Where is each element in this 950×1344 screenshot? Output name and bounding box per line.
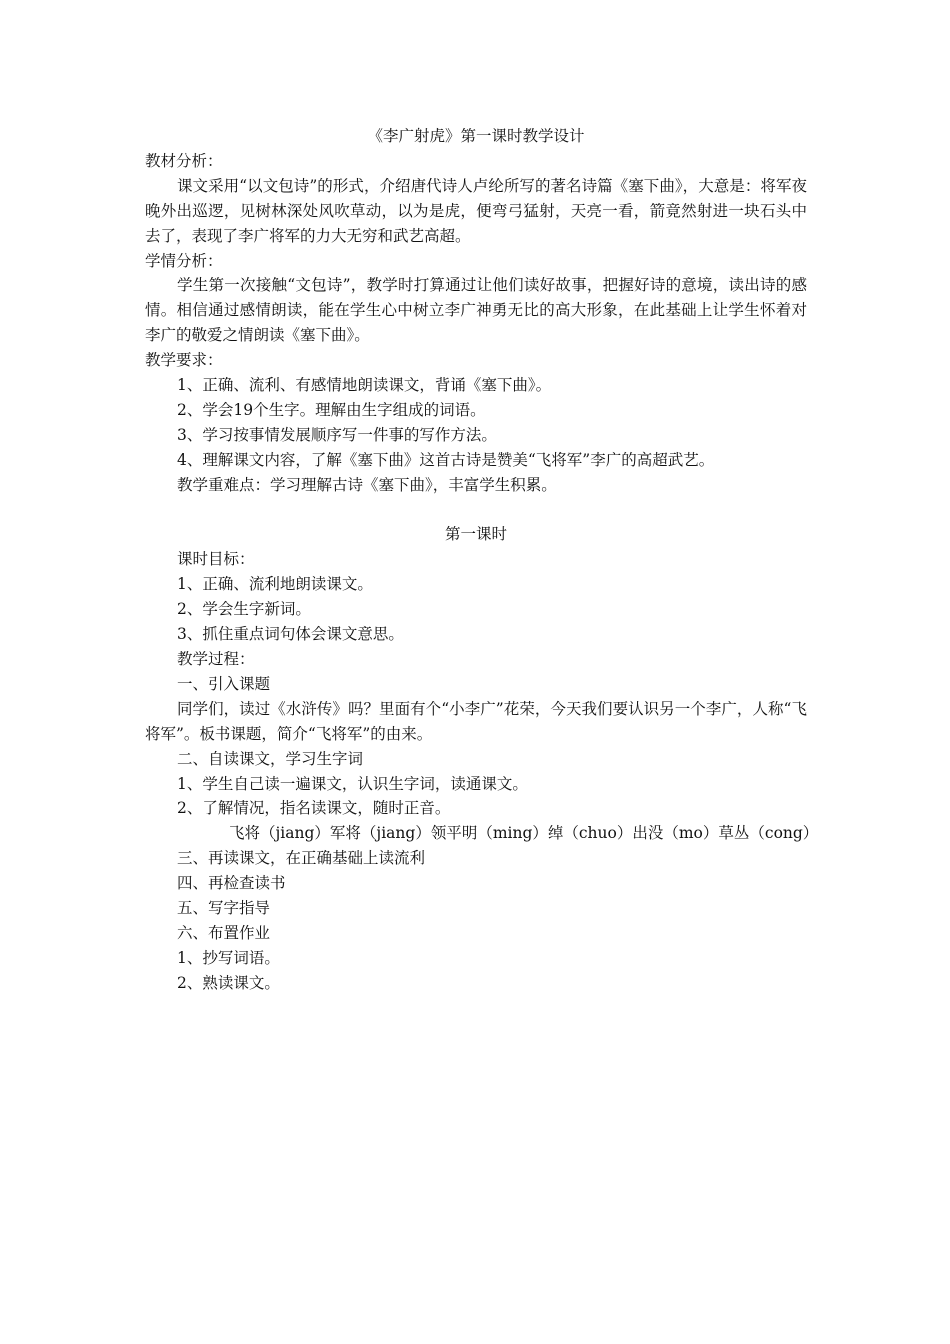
- step-title: 二、自读课文，学习生字词: [177, 749, 364, 768]
- homework-item: 2、熟读课文。: [177, 973, 280, 992]
- objective-item: 1、正确、流利地朗读课文。: [177, 575, 373, 594]
- document-title: 《李广射虎》第一课时教学设计: [367, 127, 585, 145]
- homework-item: 1、抄写词语。: [177, 948, 280, 967]
- objectives-heading: 课时目标：: [177, 550, 255, 569]
- step-title: 六、布置作业: [177, 923, 271, 942]
- step2-item: 1、学生自己读一遍课文，认识生字词，读通课文。: [177, 774, 528, 793]
- pinyin-line: 飞将（jiang）军将（jiang）领平明（ming）绰（chuo）出没（mo）草丛（cong）: [229, 824, 819, 843]
- step-title: 五、写字指导: [177, 899, 271, 918]
- key-points: 教学重难点：学习理解古诗《塞下曲》，丰富学生积累。: [177, 475, 557, 494]
- step-title: 一、引入课题: [177, 674, 271, 693]
- step2-item: 2、了解情况，指名读课文，随时正音。: [177, 799, 451, 818]
- step1-paragraph: 同学们，读过《水浒传》吗？里面有个“小李广”花荣，今天我们要认识另一个李广，人称“飞将军”。板书课题，简介“飞将军”的由来。: [145, 699, 807, 743]
- section-heading-student-analysis: 学情分析：: [145, 251, 223, 270]
- requirement-item: 2、学会19个生字。理解由生字组成的词语。: [177, 400, 486, 419]
- textbook-analysis-paragraph: 课文采用“以文包诗”的形式，介绍唐代诗人卢纶所写的著名诗篇《塞下曲》，大意是：将军夜晚外出巡逻，见树林深处风吹草动，以为是虎，便弯弓猛射，天亮一看，箭竟然射进一块石头中去了，表现了李广将军的力大无穷和武艺高超。: [145, 176, 807, 245]
- requirement-item: 1、正确、流利、有感情地朗读课文，背诵《塞下曲》。: [177, 376, 552, 395]
- lesson-title: 第一课时: [444, 525, 507, 544]
- section-heading-requirements: 教学要求：: [145, 351, 223, 370]
- requirement-item: 3、学习按事情发展顺序写一件事的写作方法。: [177, 425, 497, 444]
- student-analysis-paragraph: 学生第一次接触“文包诗”，教学时打算通过让他们读好故事，把握好诗的意境，读出诗的感情。相信通过感情朗读，能在学生心中树立李广神勇无比的高大形象，在此基础上让学生怀着对李广的敬爱之情朗读《塞下曲》。: [145, 276, 807, 345]
- document-page: [145, 124, 819, 996]
- step-title: 三、再读课文，在正确基础上读流利: [177, 849, 426, 868]
- process-heading: 教学过程：: [177, 650, 255, 669]
- step-title: 四、再检查读书: [177, 874, 286, 893]
- blank-line: [145, 498, 807, 523]
- objective-item: 2、学会生字新词。: [177, 600, 311, 619]
- requirement-item: 4、理解课文内容，了解《塞下曲》这首古诗是赞美“飞将军”李广的高超武艺。: [177, 450, 715, 469]
- objective-item: 3、抓住重点词句体会课文意思。: [177, 625, 404, 644]
- section-heading-textbook-analysis: 教材分析：: [145, 151, 223, 170]
